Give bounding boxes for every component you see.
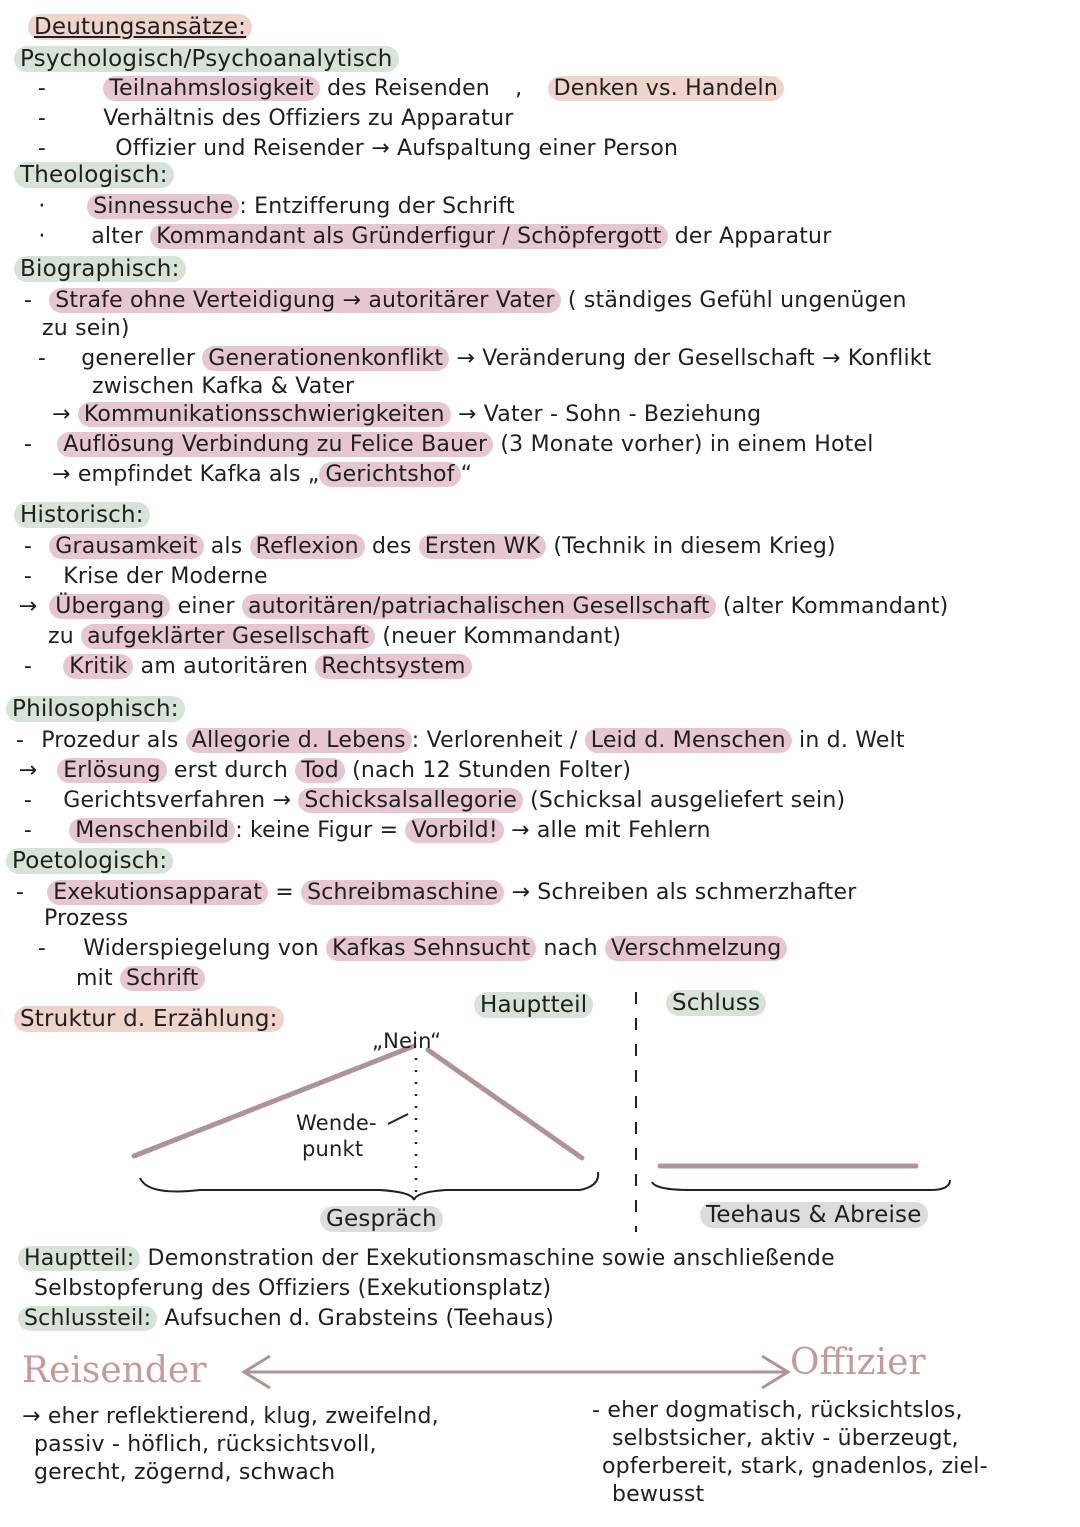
list-item: - Exekutionsapparat = Schreibmaschine → Schreiben als schmerzhafter — [15, 880, 857, 905]
heading-historisch: Historisch: — [14, 500, 150, 530]
heading-philosophisch: Philosophisch: — [6, 694, 185, 724]
comparison-right-line: bewusst — [612, 1482, 705, 1507]
list-item: - genereller Generationenkonflikt → Veränderung der Gesellschaft → Konflikt — [37, 346, 932, 371]
list-item: → Erlösung erst durch Tod (nach 12 Stunden Folter) — [18, 758, 632, 783]
list-item: → Kommunikationsschwierigkeiten → Vater - Sohn - Beziehung — [52, 402, 762, 427]
comparison-right-line: - eher dogmatisch, rücksichtslos, — [592, 1398, 963, 1423]
list-item: - Grausamkeit als Reflexion des Ersten WK (Technik in diesem Krieg) — [23, 534, 836, 559]
list-item-continuation: zwischen Kafka & Vater — [92, 374, 355, 399]
list-item: - Auflösung Verbindung zu Felice Bauer (3 Monate vorher) in einem Hotel — [23, 432, 874, 457]
label-hauptteil: Hauptteil — [474, 990, 593, 1020]
list-item: - Strafe ohne Verteidigung → autoritärer Vater ( ständiges Gefühl ungenügen — [23, 288, 907, 313]
heading-poetologisch: Poetologisch: — [6, 846, 173, 876]
heading-psychologisch: Psychologisch/Psychoanalytisch — [14, 44, 399, 74]
list-item: - Prozedur als Allegorie d. Lebens : Verlorenheit / Leid d. Menschen in d. Welt — [15, 728, 905, 753]
comparison-right-title: Offizier — [790, 1342, 926, 1383]
list-item: - Widerspiegelung von Kafkas Sehnsucht nach Verschmelzung — [28, 934, 787, 964]
summary-schluss: Schlussteil: Aufsuchen d. Grabsteins (Teehaus) — [18, 1304, 554, 1334]
comparison-left-line: passiv - höflich, rücksichtsvoll, — [34, 1432, 377, 1457]
list-item: - Kritik am autoritären Rechtsystem — [14, 652, 472, 682]
list-item: - Teilnahmslosigkeit des Reisenden , Denken vs. Handeln — [28, 74, 784, 104]
comparison-left-title: Reisender — [22, 1350, 207, 1391]
heading-struktur: Struktur d. Erzählung: — [14, 1004, 284, 1034]
label-gespraech: Gespräch — [320, 1204, 443, 1234]
comparison-right-line: selbstsicher, aktiv - überzeugt, — [612, 1426, 959, 1451]
comparison-right-line: opferbereit, stark, gnadenlos, ziel- — [602, 1454, 988, 1479]
page-title: Deutungsansätze: — [28, 12, 252, 42]
list-item: · Sinnessuche : Entzifferung der Schrift — [38, 194, 515, 219]
list-item: - Gerichtsverfahren → Schicksalsallegorie (Schicksal ausgeliefert sein) — [23, 788, 846, 813]
list-item-continuation: Prozess — [44, 906, 129, 931]
list-item: - Offizier und Reisender → Aufspaltung einer Person — [37, 136, 679, 161]
label-wendepunkt-2: punkt — [302, 1137, 364, 1161]
comparison-left-line: gerecht, zögernd, schwach — [34, 1460, 336, 1485]
list-item: - Krise der Moderne — [23, 564, 268, 589]
list-item-continuation: → empfindet Kafka als „ Gerichtshof “ — [52, 462, 473, 487]
label-wendepunkt: Wende- — [296, 1111, 377, 1135]
list-item-continuation: mit Schrift — [76, 964, 205, 994]
comparison-left-line: → eher reflektierend, klug, zweifelnd, — [22, 1404, 439, 1429]
list-item: → Übergang einer autoritären/patriachalischen Gesellschaft (alter Kommandant) — [18, 594, 949, 619]
summary-hauptteil-2: Selbstopferung des Offiziers (Exekutionsplatz) — [34, 1276, 552, 1301]
list-item: - Menschenbild : keine Figur = Vorbild! → alle mit Fehlern — [23, 818, 711, 843]
label-teehaus: Teehaus & Abreise — [700, 1200, 928, 1230]
label-nein: „Nein“ — [372, 1029, 442, 1053]
list-item: · alter Kommandant als Gründerfigur / Schöpfergott der Apparatur — [38, 224, 832, 249]
list-item: - Verhältnis des Offiziers zu Apparatur — [37, 106, 514, 131]
list-item-continuation: zu aufgeklärter Gesellschaft (neuer Kommandant) — [48, 624, 622, 649]
heading-theologisch: Theologisch: — [14, 160, 174, 190]
label-schluss: Schluss — [666, 988, 766, 1018]
heading-biographisch: Biographisch: — [14, 254, 186, 284]
list-item-continuation: zu sein) — [42, 316, 130, 341]
summary-hauptteil: Hauptteil: Demonstration der Exekutionsmaschine sowie anschließende — [18, 1244, 835, 1274]
